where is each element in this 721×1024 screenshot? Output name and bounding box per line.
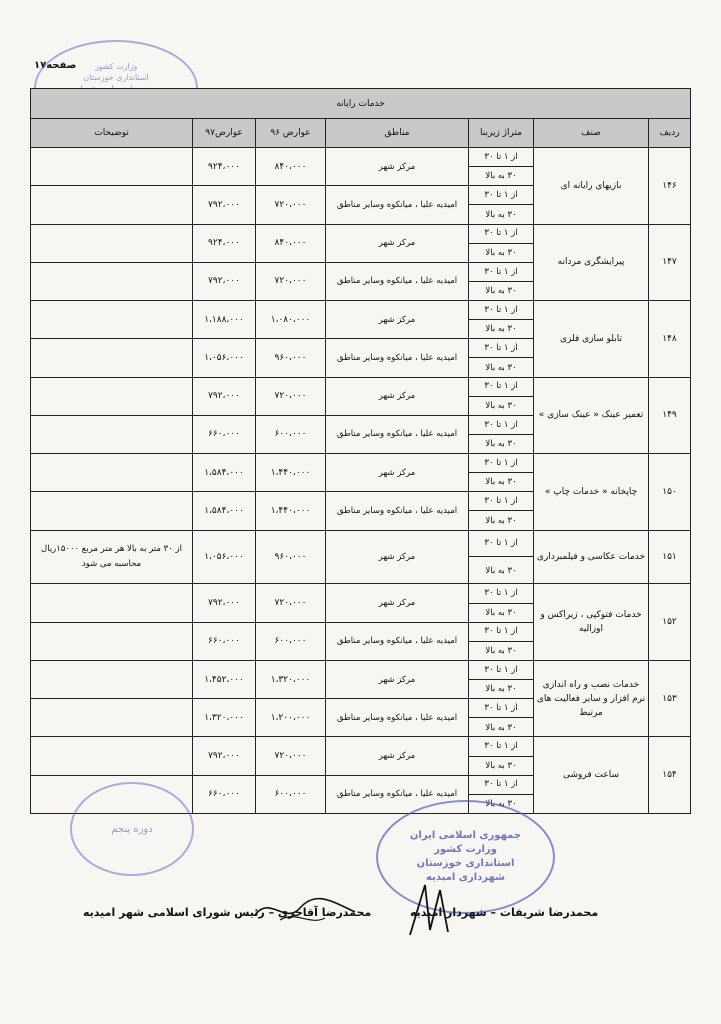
fee-96-cell: ۷۲۰،۰۰۰: [256, 186, 326, 224]
area-cell: [469, 224, 534, 262]
row-number: ۱۴۹: [649, 377, 691, 454]
fee-97-cell: ۱،۵۸۴،۰۰۰: [193, 492, 256, 530]
council-stamp: [70, 782, 194, 876]
fee-97-cell: ۱،۱۸۸،۰۰۰: [193, 301, 256, 339]
area-cell: [469, 530, 534, 584]
fee-97-cell: ۷۹۲،۰۰۰: [193, 737, 256, 775]
notes-cell: [31, 224, 193, 262]
area-label: از ۱ تا ۳۰: [469, 262, 533, 282]
table-row: [31, 530, 691, 584]
header-fee-96: عوارض ۹۶: [256, 119, 326, 148]
area-label: ۳۰ به بالا: [485, 362, 517, 373]
category-cell: چاپخانه « خدمات چاپ »: [534, 454, 649, 531]
stamp-line: جمهوری اسلامی ایران: [409, 830, 522, 841]
area-label: ۳۰ به بالا: [485, 646, 517, 657]
stamp-line: وزارت کشور: [434, 844, 497, 855]
tariff-table: [30, 88, 691, 814]
area-label: از ۱ تا ۳۰: [469, 584, 533, 604]
stamp-line: استانداری خوزستان: [416, 858, 515, 869]
region-cell: امیدیه علیا ، میانکوه وسایر مناطق: [326, 699, 469, 737]
fee-97-cell: ۶۶۰،۰۰۰: [193, 622, 256, 660]
area-label: ۳۰ به بالا: [485, 324, 517, 335]
fee-96-cell: ۷۲۰،۰۰۰: [256, 584, 326, 622]
category-cell: پیرایشگری مردانه: [534, 224, 649, 301]
fee-96-cell: ۱،۴۴۰،۰۰۰: [256, 492, 326, 530]
table-row: [31, 377, 691, 415]
fee-97-cell: ۱،۰۵۶،۰۰۰: [193, 530, 256, 584]
region-cell: مرکز شهر: [326, 224, 469, 262]
area-cell: [469, 660, 534, 698]
notes-cell: [31, 339, 193, 377]
area-label: ۳۰ به بالا: [485, 400, 517, 411]
notes-cell: [31, 301, 193, 339]
area-label: از ۱ تا ۳۰: [469, 530, 533, 557]
tariff-table-container: [30, 88, 690, 814]
council-chair-signature-line: محمدرضا آقاجری – رئیس شورای اسلامی شهر امیدیه: [83, 906, 372, 919]
area-label: ۳۰ به بالا: [485, 760, 517, 771]
area-label: از ۱ تا ۳۰: [469, 186, 533, 206]
area-label: ۳۰ به بالا: [485, 799, 517, 810]
area-label: ۳۰ به بالا: [485, 515, 517, 526]
fee-97-cell: ۹۲۴،۰۰۰: [193, 224, 256, 262]
area-label: از ۱ تا ۳۰: [469, 339, 533, 359]
notes-cell: [31, 377, 193, 415]
area-label: ۳۰ به بالا: [485, 171, 517, 182]
header-area: متراژ زیربنا: [469, 119, 534, 148]
area-label: ۳۰ به بالا: [485, 247, 517, 258]
region-cell: امیدیه علیا ، میانکوه وسایر مناطق: [326, 186, 469, 224]
row-number: ۱۵۳: [649, 660, 691, 737]
notes-cell: [31, 584, 193, 622]
area-label: از ۱ تا ۳۰: [469, 377, 533, 397]
mayor-signature-line: محمدرضا شریفات – شهردار امیدیه: [410, 906, 599, 919]
region-cell: امیدیه علیا ، میانکوه وسایر مناطق: [326, 262, 469, 300]
region-cell: امیدیه علیا ، میانکوه وسایر مناطق: [326, 339, 469, 377]
area-label: ۳۰ به بالا: [485, 565, 517, 576]
area-label: از ۱ تا ۳۰: [469, 415, 533, 435]
area-cell: [469, 377, 534, 415]
category-cell: خدمات عکاسی و فیلمبرداری: [534, 530, 649, 584]
fee-96-cell: ۷۲۰،۰۰۰: [256, 262, 326, 300]
fee-97-cell: ۱،۳۲۰،۰۰۰: [193, 699, 256, 737]
region-cell: مرکز شهر: [326, 530, 469, 584]
area-label: از ۱ تا ۳۰: [469, 775, 533, 795]
category-cell: تابلو سازی فلزی: [534, 301, 649, 378]
table-title: خدمات رایانه: [31, 89, 691, 119]
area-label: ۳۰ به بالا: [485, 439, 517, 450]
fee-97-cell: ۷۹۲،۰۰۰: [193, 186, 256, 224]
area-cell: [469, 699, 534, 737]
table-row: [31, 301, 691, 339]
header-category: صنف: [534, 119, 649, 148]
fee-96-cell: ۹۶۰،۰۰۰: [256, 530, 326, 584]
header-row-number: ردیف: [649, 119, 691, 148]
table-row: [31, 660, 691, 698]
fee-96-cell: ۶۰۰،۰۰۰: [256, 622, 326, 660]
area-label: از ۱ تا ۳۰: [469, 622, 533, 642]
area-label: از ۱ تا ۳۰: [469, 148, 533, 168]
region-cell: امیدیه علیا ، میانکوه وسایر مناطق: [326, 415, 469, 453]
region-cell: مرکز شهر: [326, 301, 469, 339]
fee-97-cell: ۶۶۰،۰۰۰: [193, 775, 256, 813]
fee-96-cell: ۹۶۰،۰۰۰: [256, 339, 326, 377]
header-region: مناطق: [326, 119, 469, 148]
fee-96-cell: ۶۰۰،۰۰۰: [256, 415, 326, 453]
area-cell: [469, 415, 534, 453]
area-cell: [469, 339, 534, 377]
area-cell: [469, 186, 534, 224]
region-cell: امیدیه علیا ، میانکوه وسایر مناطق: [326, 622, 469, 660]
area-cell: [469, 492, 534, 530]
region-cell: مرکز شهر: [326, 148, 469, 186]
fee-96-cell: ۱،۳۲۰،۰۰۰: [256, 660, 326, 698]
fee-96-cell: ۶۰۰،۰۰۰: [256, 775, 326, 813]
fee-96-cell: ۷۲۰،۰۰۰: [256, 737, 326, 775]
row-number: ۱۴۸: [649, 301, 691, 378]
notes-cell: [31, 415, 193, 453]
row-number: ۱۴۶: [649, 148, 691, 225]
table-row: [31, 454, 691, 492]
area-label: ۳۰ به بالا: [485, 607, 517, 618]
row-number: ۱۵۴: [649, 737, 691, 814]
notes-cell: از ۳۰ متر به بالا هر متر مربع ۱۵۰۰۰ریال محاسبه می شود: [31, 530, 193, 584]
notes-cell: [31, 660, 193, 698]
area-label: از ۱ تا ۳۰: [469, 660, 533, 680]
area-cell: [469, 148, 534, 186]
area-cell: [469, 262, 534, 300]
area-cell: [469, 584, 534, 622]
fee-96-cell: ۸۴۰،۰۰۰: [256, 224, 326, 262]
category-cell: خدمات نصب و راه اندازی نرم افزار و سایر فعالیت های مرتبط: [534, 660, 649, 737]
row-number: ۱۵۰: [649, 454, 691, 531]
fee-97-cell: ۱،۰۵۶،۰۰۰: [193, 339, 256, 377]
notes-cell: [31, 454, 193, 492]
area-label: از ۱ تا ۳۰: [469, 737, 533, 757]
notes-cell: [31, 186, 193, 224]
row-number: ۱۴۷: [649, 224, 691, 301]
fee-96-cell: ۱،۴۴۰،۰۰۰: [256, 454, 326, 492]
notes-cell: [31, 699, 193, 737]
fee-97-cell: ۱،۵۸۴،۰۰۰: [193, 454, 256, 492]
region-cell: مرکز شهر: [326, 737, 469, 775]
stamp-line: استانداری خوزستان: [83, 72, 149, 82]
region-cell: مرکز شهر: [326, 454, 469, 492]
notes-cell: [31, 492, 193, 530]
area-label: از ۱ تا ۳۰: [469, 224, 533, 244]
stamp-line: شهرداری امیدیه: [426, 872, 505, 883]
notes-cell: [31, 737, 193, 775]
region-cell: امیدیه علیا ، میانکوه وسایر مناطق: [326, 775, 469, 813]
region-cell: مرکز شهر: [326, 377, 469, 415]
region-cell: امیدیه علیا ، میانکوه وسایر مناطق: [326, 492, 469, 530]
page-number: صفحه۱۷: [34, 60, 77, 71]
fee-97-cell: ۶۶۰،۰۰۰: [193, 415, 256, 453]
category-cell: خدمات فتوکپی ، زیراکس و اوزالیه: [534, 584, 649, 661]
fee-97-cell: ۷۹۲،۰۰۰: [193, 584, 256, 622]
area-label: ۳۰ به بالا: [485, 722, 517, 733]
category-cell: بازیهای رایانه ای: [534, 148, 649, 225]
region-cell: مرکز شهر: [326, 584, 469, 622]
area-label: ۳۰ به بالا: [485, 684, 517, 695]
area-cell: [469, 622, 534, 660]
fee-97-cell: ۹۲۴،۰۰۰: [193, 148, 256, 186]
row-number: ۱۵۱: [649, 530, 691, 584]
table-row: [31, 584, 691, 622]
table-body: [31, 148, 691, 814]
header-fee-97: عوارض۹۷: [193, 119, 256, 148]
fee-96-cell: ۱،۲۰۰،۰۰۰: [256, 699, 326, 737]
area-cell: [469, 454, 534, 492]
header-notes: توضیحات: [31, 119, 193, 148]
area-cell: [469, 301, 534, 339]
notes-cell: [31, 148, 193, 186]
notes-cell: [31, 262, 193, 300]
row-number: ۱۵۲: [649, 584, 691, 661]
table-row: [31, 148, 691, 186]
fee-96-cell: ۷۲۰،۰۰۰: [256, 377, 326, 415]
area-label: از ۱ تا ۳۰: [469, 301, 533, 321]
area-label: ۳۰ به بالا: [485, 286, 517, 297]
fee-97-cell: ۷۹۲،۰۰۰: [193, 262, 256, 300]
area-label: از ۱ تا ۳۰: [469, 454, 533, 474]
stamp-text: دوره پنجم: [111, 823, 153, 835]
fee-97-cell: ۱،۴۵۲،۰۰۰: [193, 660, 256, 698]
notes-cell: [31, 622, 193, 660]
fee-96-cell: ۸۴۰،۰۰۰: [256, 148, 326, 186]
area-label: از ۱ تا ۳۰: [469, 492, 533, 512]
table-row: [31, 224, 691, 262]
fee-96-cell: ۱،۰۸۰،۰۰۰: [256, 301, 326, 339]
fee-97-cell: ۷۹۲،۰۰۰: [193, 377, 256, 415]
area-cell: [469, 737, 534, 775]
region-cell: مرکز شهر: [326, 660, 469, 698]
area-label: ۳۰ به بالا: [485, 477, 517, 488]
category-cell: ساعت فروشی: [534, 737, 649, 814]
area-label: ۳۰ به بالا: [485, 209, 517, 220]
stamp-line: وزارت کشور: [94, 61, 138, 71]
area-label: از ۱ تا ۳۰: [469, 699, 533, 719]
category-cell: تعمیر عینک « عینک سازی »: [534, 377, 649, 454]
table-row: [31, 737, 691, 775]
